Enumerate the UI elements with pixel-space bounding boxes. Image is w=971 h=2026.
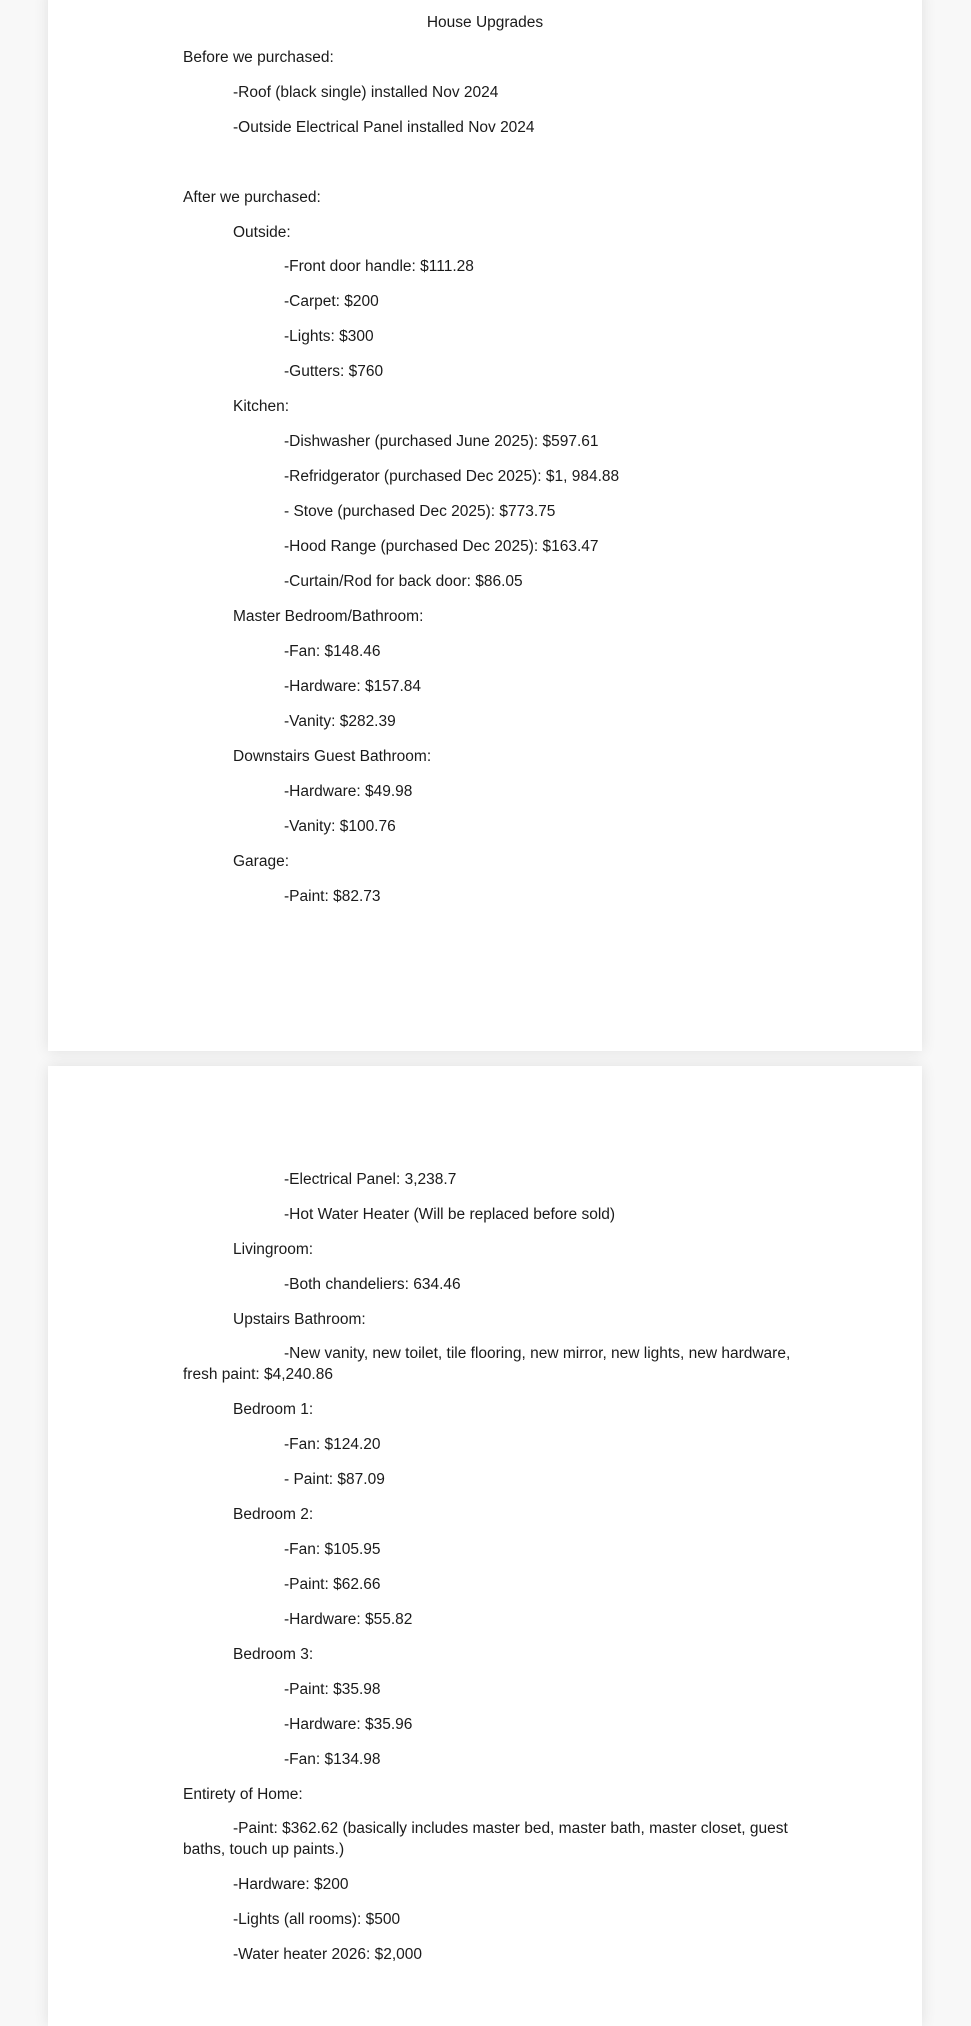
- section-heading-after: After we purchased:: [183, 189, 321, 206]
- list-item: - Paint: $87.09: [284, 1471, 385, 1488]
- list-item: -Hardware: $35.96: [284, 1716, 413, 1733]
- list-item: -Outside Electrical Panel installed Nov 2024: [233, 119, 535, 136]
- list-item: -Fan: $105.95: [284, 1541, 381, 1558]
- subsection-heading-outside: Outside:: [233, 224, 291, 241]
- list-item: -Paint: $62.66: [284, 1576, 381, 1593]
- list-item: -Hardware: $55.82: [284, 1611, 413, 1628]
- list-item: -Roof (black single) installed Nov 2024: [233, 84, 499, 101]
- list-item: -Both chandeliers: 634.46: [284, 1276, 461, 1293]
- subsection-heading-master: Master Bedroom/Bathroom:: [233, 608, 424, 625]
- list-item: -Fan: $124.20: [284, 1436, 381, 1453]
- subsection-heading-kitchen: Kitchen:: [233, 398, 290, 415]
- list-item: -Vanity: $282.39: [284, 713, 396, 730]
- list-item: -Lights: $300: [284, 328, 374, 345]
- section-heading-before: Before we purchased:: [183, 49, 334, 66]
- list-item: -New vanity, new toilet, tile flooring, new mirror, new lights, new hardware, fresh paint: $4,240.86: [183, 1345, 791, 1383]
- list-item: -Fan: $134.98: [284, 1751, 381, 1768]
- list-item: - Stove (purchased Dec 2025): $773.75: [284, 503, 556, 520]
- document-page-2: [48, 1066, 922, 2026]
- list-item: -Hot Water Heater (Will be replaced before sold): [284, 1206, 616, 1223]
- subsection-heading-bedroom-3: Bedroom 3:: [233, 1646, 314, 1663]
- list-item: -Front door handle: $111.28: [284, 258, 474, 275]
- subsection-heading-upstairs-bath: Upstairs Bathroom:: [233, 1311, 366, 1328]
- list-item: -Hardware: $49.98: [284, 783, 413, 800]
- list-item: -Electrical Panel: 3,238.7: [284, 1171, 457, 1188]
- section-heading-entirety: Entirety of Home:: [183, 1786, 303, 1803]
- list-item: -Hood Range (purchased Dec 2025): $163.47: [284, 538, 599, 555]
- subsection-heading-bedroom-2: Bedroom 2:: [233, 1506, 314, 1523]
- list-item: -Water heater 2026: $2,000: [233, 1946, 422, 1963]
- subsection-heading-bedroom-1: Bedroom 1:: [233, 1401, 314, 1418]
- subsection-heading-garage: Garage:: [233, 853, 290, 870]
- list-item: -Vanity: $100.76: [284, 818, 396, 835]
- list-item: -Lights (all rooms): $500: [233, 1911, 401, 1928]
- list-item: -Carpet: $200: [284, 293, 379, 310]
- list-item: -Gutters: $760: [284, 363, 384, 380]
- list-item: -Dishwasher (purchased June 2025): $597.61: [284, 433, 599, 450]
- list-item: -Fan: $148.46: [284, 643, 381, 660]
- subsection-heading-guest-bath: Downstairs Guest Bathroom:: [233, 748, 432, 765]
- list-item: -Curtain/Rod for back door: $86.05: [284, 573, 523, 590]
- list-item: -Refridgerator (purchased Dec 2025): $1, 984.88: [284, 468, 620, 485]
- document-page-1: [48, 0, 922, 1051]
- list-item: -Paint: $35.98: [284, 1681, 381, 1698]
- document-title: House Upgrades: [426, 14, 544, 31]
- subsection-heading-livingroom: Livingroom:: [233, 1241, 314, 1258]
- list-item: -Paint: $362.62 (basically includes master bed, master bath, master closet, guest baths, touch up paints.): [183, 1820, 788, 1858]
- list-item: -Hardware: $200: [233, 1876, 349, 1893]
- list-item: -Hardware: $157.84: [284, 678, 421, 695]
- list-item: -Paint: $82.73: [284, 888, 381, 905]
